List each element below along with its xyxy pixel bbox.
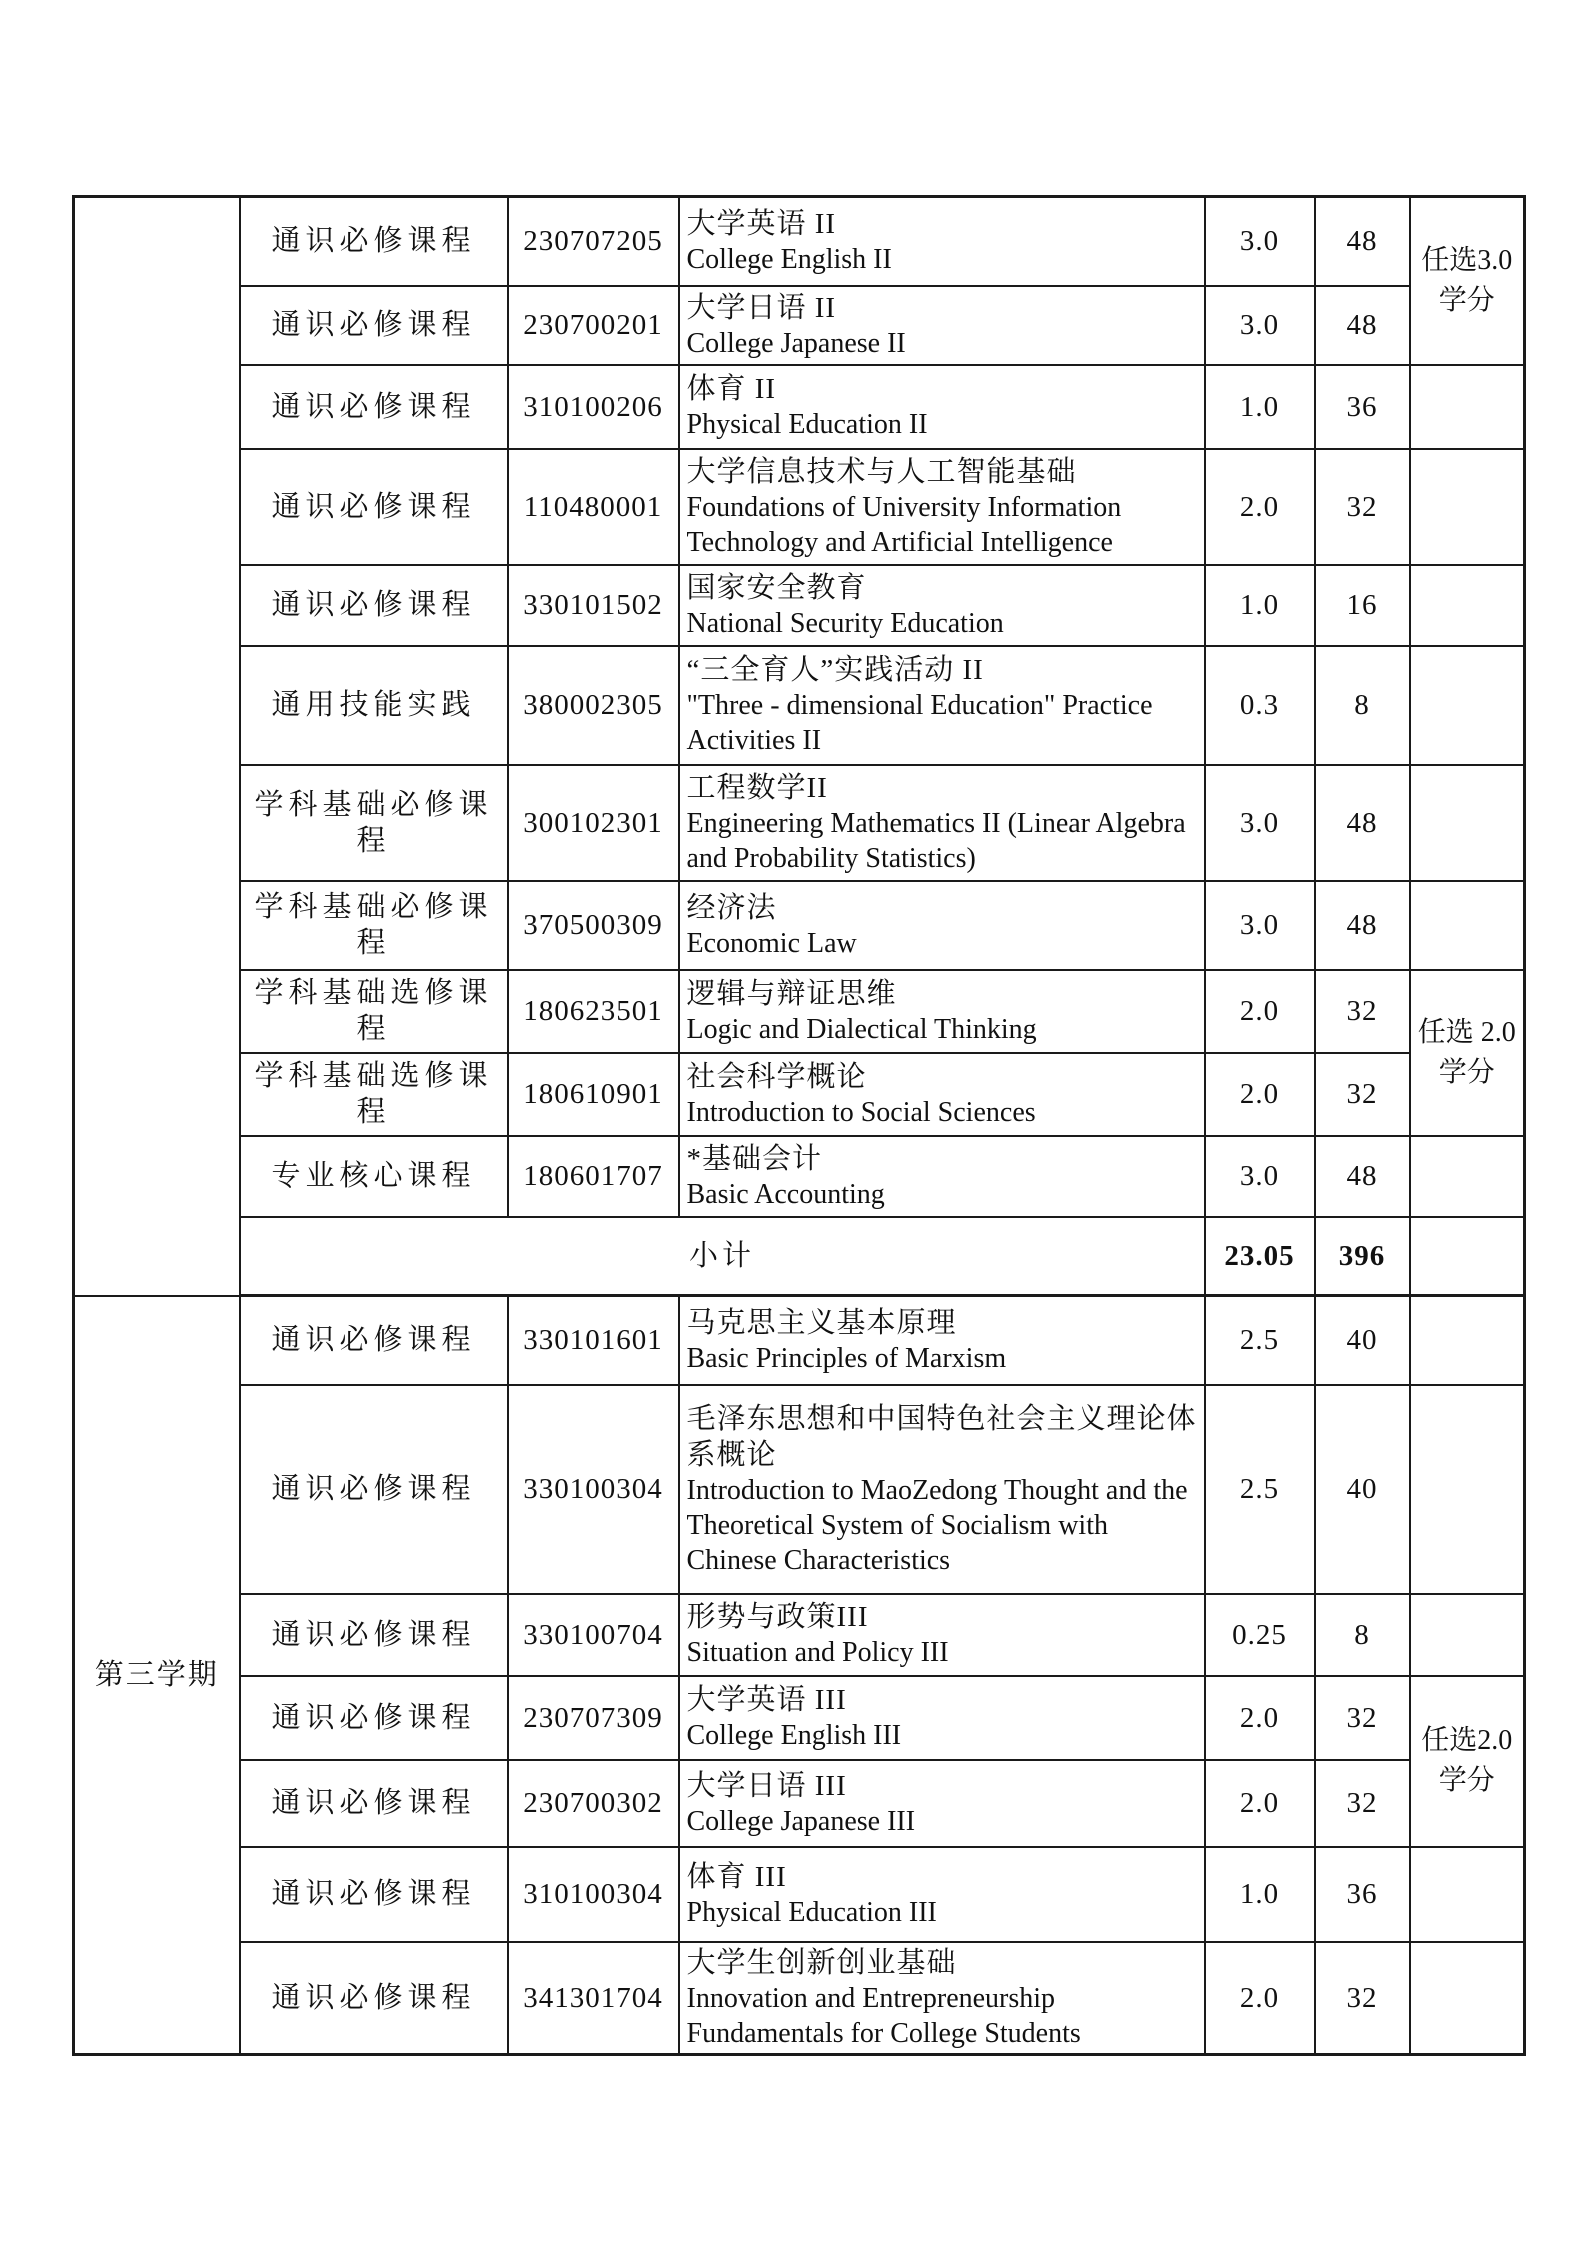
table-row xyxy=(74,1847,1525,1942)
course-code-cell: 300102301 xyxy=(508,765,679,881)
hours-cell: 32 xyxy=(1315,449,1410,565)
course-name-zh: 国家安全教育 xyxy=(686,571,867,604)
note-cell: 任选 2.0学分 xyxy=(1410,970,1525,1136)
credits-cell: 1.0 xyxy=(1205,1847,1315,1942)
course-name-zh: 社会科学概论 xyxy=(686,1060,867,1093)
course-name-cell xyxy=(679,1053,1205,1136)
course-name-zh: 体育 III xyxy=(686,1860,787,1893)
category-cell: 通识必修课程 xyxy=(240,1942,508,2055)
category-cell: 通用技能实践 xyxy=(240,646,508,765)
note-cell-empty xyxy=(1410,646,1525,765)
course-name-zh: 逻辑与辩证思维 xyxy=(686,977,897,1010)
note-cell-empty xyxy=(1410,1217,1525,1296)
course-name-cell xyxy=(679,1847,1205,1942)
course-name-cell xyxy=(679,646,1205,765)
table-row xyxy=(74,286,1525,365)
course-name-en: Innovation and Entrepreneurship Fundamentals for College Students xyxy=(686,1982,1081,2049)
course-name-en: College Japanese III xyxy=(686,1805,916,1837)
credits-cell: 2.0 xyxy=(1205,970,1315,1053)
credits-cell: 1.0 xyxy=(1205,365,1315,449)
course-name-zh: 马克思主义基本原理 xyxy=(686,1306,957,1339)
category-cell: 通识必修课程 xyxy=(240,1847,508,1942)
course-name-cell xyxy=(679,1296,1205,1385)
course-name-zh: 大学英语 II xyxy=(686,207,837,240)
course-name-en: Engineering Mathematics II (Linear Algebra and Probability Statistics) xyxy=(686,807,1186,874)
category-cell: 学科基础必修课程 xyxy=(240,765,508,881)
note-cell: 任选3.0学分 xyxy=(1410,197,1525,365)
course-code-cell: 330101502 xyxy=(508,565,679,646)
semester-cell: 第三学期 xyxy=(74,1296,240,2055)
course-name-cell xyxy=(679,1942,1205,2055)
course-name-en: College English II xyxy=(686,243,892,275)
category-cell: 通识必修课程 xyxy=(240,1385,508,1594)
semester-cell xyxy=(74,197,240,1296)
credits-cell: 3.0 xyxy=(1205,197,1315,286)
course-name-zh: 毛泽东思想和中国特色社会主义理论体系概论 xyxy=(686,1402,1197,1471)
category-cell: 通识必修课程 xyxy=(240,565,508,646)
note-cell-empty xyxy=(1410,365,1525,449)
course-code-cell: 230700302 xyxy=(508,1760,679,1847)
course-name-cell xyxy=(679,1676,1205,1760)
table-row xyxy=(74,1942,1525,2055)
note-cell-empty xyxy=(1410,1385,1525,1594)
course-name-cell xyxy=(679,1760,1205,1847)
table-row xyxy=(74,197,1525,286)
note-cell-empty xyxy=(1410,1942,1525,2055)
table-row xyxy=(74,646,1525,765)
course-name-cell xyxy=(679,365,1205,449)
course-name-cell xyxy=(679,970,1205,1053)
category-cell: 通识必修课程 xyxy=(240,1296,508,1385)
course-code-cell: 230700201 xyxy=(508,286,679,365)
course-name-en: College English III xyxy=(686,1720,902,1751)
hours-cell: 16 xyxy=(1315,565,1410,646)
credits-cell: 3.0 xyxy=(1205,286,1315,365)
credits-cell: 3.0 xyxy=(1205,881,1315,970)
category-cell: 通识必修课程 xyxy=(240,1760,508,1847)
course-name-cell xyxy=(679,286,1205,365)
subtotal-hours: 396 xyxy=(1315,1217,1410,1296)
course-name-zh: *基础会计 xyxy=(686,1142,823,1175)
credits-cell: 3.0 xyxy=(1205,1136,1315,1217)
course-name-zh: 工程数学II xyxy=(686,771,828,804)
course-name-cell xyxy=(679,881,1205,970)
category-cell: 通识必修课程 xyxy=(240,1594,508,1676)
table-row xyxy=(74,1053,1525,1136)
course-code-cell: 180610901 xyxy=(508,1053,679,1136)
course-name-zh: “三全育人”实践活动 II xyxy=(686,654,984,686)
note-cell-empty xyxy=(1410,1594,1525,1676)
credits-cell: 2.0 xyxy=(1205,1760,1315,1847)
course-name-en: Introduction to MaoZedong Thought and the Theoretical System of Socialism with Chinese Characteristics xyxy=(686,1474,1188,1576)
course-name-cell xyxy=(679,449,1205,565)
table-row xyxy=(74,1760,1525,1847)
table-row xyxy=(74,1676,1525,1760)
course-name-en: Situation and Policy III xyxy=(686,1637,949,1668)
course-name-cell xyxy=(679,197,1205,286)
hours-cell: 32 xyxy=(1315,1760,1410,1847)
course-name-zh: 形势与政策III xyxy=(686,1601,869,1633)
subtotal-credits: 23.05 xyxy=(1205,1217,1315,1296)
course-name-cell xyxy=(679,1136,1205,1217)
category-cell: 通识必修课程 xyxy=(240,449,508,565)
note-cell-empty xyxy=(1410,765,1525,881)
course-name-zh: 大学日语 II xyxy=(686,291,837,324)
course-name-en: Economic Law xyxy=(686,927,857,959)
credits-cell: 2.0 xyxy=(1205,449,1315,565)
hours-cell: 8 xyxy=(1315,646,1410,765)
note-cell: 任选2.0学分 xyxy=(1410,1676,1525,1847)
table-row xyxy=(74,565,1525,646)
subtotal-label: 小计 xyxy=(240,1217,1205,1296)
table-row xyxy=(74,1296,1525,1385)
course-code-cell: 370500309 xyxy=(508,881,679,970)
course-code-cell: 180601707 xyxy=(508,1136,679,1217)
category-cell: 通识必修课程 xyxy=(240,286,508,365)
hours-cell: 40 xyxy=(1315,1385,1410,1594)
hours-cell: 32 xyxy=(1315,1676,1410,1760)
credits-cell: 2.0 xyxy=(1205,1676,1315,1760)
credits-cell: 2.0 xyxy=(1205,1053,1315,1136)
category-cell: 学科基础选修课程 xyxy=(240,1053,508,1136)
course-name-cell xyxy=(679,765,1205,881)
course-name-en: College Japanese II xyxy=(686,327,906,359)
table-row xyxy=(74,1385,1525,1594)
category-cell: 通识必修课程 xyxy=(240,1676,508,1760)
course-name-cell xyxy=(679,1594,1205,1676)
hours-cell: 32 xyxy=(1315,1053,1410,1136)
course-name-zh: 大学信息技术与人工智能基础 xyxy=(686,455,1077,488)
course-name-en: Basic Accounting xyxy=(686,1178,885,1210)
credits-cell: 2.5 xyxy=(1205,1296,1315,1385)
course-code-cell: 230707205 xyxy=(508,197,679,286)
note-cell-empty xyxy=(1410,449,1525,565)
curriculum-table xyxy=(72,195,1526,2056)
course-code-cell: 310100304 xyxy=(508,1847,679,1942)
table-row xyxy=(74,365,1525,449)
credits-cell: 2.5 xyxy=(1205,1385,1315,1594)
credits-cell: 2.0 xyxy=(1205,1942,1315,2055)
category-cell: 学科基础选修课程 xyxy=(240,970,508,1053)
table-row xyxy=(74,765,1525,881)
subtotal-row xyxy=(74,1217,1525,1296)
hours-cell: 36 xyxy=(1315,365,1410,449)
note-cell-empty xyxy=(1410,565,1525,646)
credits-cell: 0.3 xyxy=(1205,646,1315,765)
course-name-zh: 经济法 xyxy=(686,891,777,924)
course-code-cell: 230707309 xyxy=(508,1676,679,1760)
course-code-cell: 310100206 xyxy=(508,365,679,449)
course-name-en: Foundations of University Information Technology and Artificial Intelligence xyxy=(686,491,1122,558)
note-cell-empty xyxy=(1410,881,1525,970)
hours-cell: 40 xyxy=(1315,1296,1410,1385)
course-name-en: Physical Education II xyxy=(686,409,928,440)
category-cell: 专业核心课程 xyxy=(240,1136,508,1217)
hours-cell: 48 xyxy=(1315,197,1410,286)
course-code-cell: 110480001 xyxy=(508,449,679,565)
category-cell: 通识必修课程 xyxy=(240,365,508,449)
course-name-en: "Three - dimensional Education" Practice Activities II xyxy=(686,690,1153,756)
note-cell-empty xyxy=(1410,1136,1525,1217)
credits-cell: 0.25 xyxy=(1205,1594,1315,1676)
course-name-en: Introduction to Social Sciences xyxy=(686,1096,1036,1128)
course-name-en: National Security Education xyxy=(686,607,1004,639)
course-code-cell: 330101601 xyxy=(508,1296,679,1385)
course-code-cell: 180623501 xyxy=(508,970,679,1053)
credits-cell: 3.0 xyxy=(1205,765,1315,881)
hours-cell: 32 xyxy=(1315,1942,1410,2055)
hours-cell: 32 xyxy=(1315,970,1410,1053)
hours-cell: 48 xyxy=(1315,1136,1410,1217)
credits-cell: 1.0 xyxy=(1205,565,1315,646)
category-cell: 学科基础必修课程 xyxy=(240,881,508,970)
table-row xyxy=(74,1136,1525,1217)
course-name-cell xyxy=(679,565,1205,646)
hours-cell: 8 xyxy=(1315,1594,1410,1676)
hours-cell: 48 xyxy=(1315,286,1410,365)
hours-cell: 48 xyxy=(1315,765,1410,881)
note-cell-empty xyxy=(1410,1847,1525,1942)
course-code-cell: 330100704 xyxy=(508,1594,679,1676)
table-row xyxy=(74,881,1525,970)
category-cell: 通识必修课程 xyxy=(240,197,508,286)
course-code-cell: 380002305 xyxy=(508,646,679,765)
course-name-en: Logic and Dialectical Thinking xyxy=(686,1013,1037,1045)
table-row xyxy=(74,449,1525,565)
course-name-cell xyxy=(679,1385,1205,1594)
course-name-en: Basic Principles of Marxism xyxy=(686,1342,1007,1374)
course-code-cell: 341301704 xyxy=(508,1942,679,2055)
course-name-en: Physical Education III xyxy=(686,1896,937,1928)
table-row xyxy=(74,1594,1525,1676)
course-name-zh: 大学日语 III xyxy=(686,1769,847,1802)
course-code-cell: 330100304 xyxy=(508,1385,679,1594)
hours-cell: 36 xyxy=(1315,1847,1410,1942)
course-name-zh: 体育 II xyxy=(686,373,777,405)
hours-cell: 48 xyxy=(1315,881,1410,970)
note-cell-empty xyxy=(1410,1296,1525,1385)
course-name-zh: 大学英语 III xyxy=(686,1684,847,1716)
table-row xyxy=(74,970,1525,1053)
course-name-zh: 大学生创新创业基础 xyxy=(686,1946,957,1979)
